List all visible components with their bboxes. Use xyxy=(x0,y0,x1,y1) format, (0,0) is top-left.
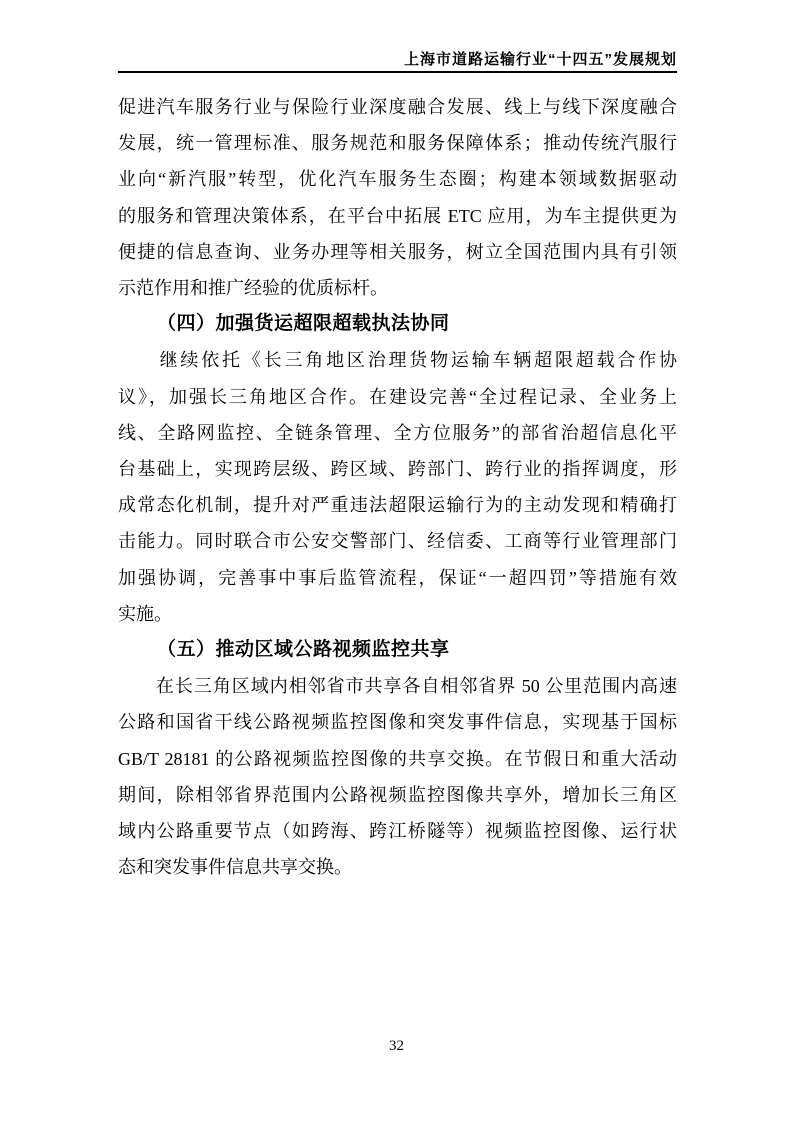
text-line: 在长三角区域内相邻省市共享各自相邻省界 50 公里范围内高速 xyxy=(118,676,677,697)
text-line: 态和突发事件信息共享交换。 xyxy=(118,857,352,878)
text-line: 击能力。同时联合市公安交警部门、经信委、工商等行业管理部门 xyxy=(118,531,677,552)
text-line: 台基础上，实现跨层级、跨区域、跨部门、跨行业的指挥调度，形 xyxy=(118,459,677,480)
document-body xyxy=(118,89,677,885)
text-line: 业向“新汽服”转型，优化汽车服务生态圈；构建本领域数据驱动 xyxy=(118,169,677,190)
text-line: 便捷的信息查询、业务办理等相关服务，树立全国范围内具有引领 xyxy=(118,241,677,262)
text-line: 实施。 xyxy=(118,603,172,624)
text-line: 示范作用和推广经验的优质标杆。 xyxy=(118,278,388,299)
text-line: 议》，加强长三角地区合作。在建设完善“全过程记录、全业务上 xyxy=(118,386,677,407)
text-line: 域内公路重要节点（如跨海、跨江桥隧等）视频监控图像、运行状 xyxy=(118,821,677,842)
text-line: 的服务和管理决策体系，在平台中拓展 ETC 应用，为车主提供更为 xyxy=(118,205,677,226)
section-heading: （四）加强货运超限超载执法协同 xyxy=(157,313,450,335)
header-rule xyxy=(118,71,677,73)
text-line: 线、全路网监控、全链条管理、全方位服务”的部省治超信息化平 xyxy=(118,422,677,443)
text-line: 加强协调，完善事中事后监管流程，保证“一超四罚”等措施有效 xyxy=(118,567,677,588)
section-heading: （五）推动区域公路视频监控共享 xyxy=(157,639,450,661)
text-line: 发展，统一管理标准、服务规范和服务保障体系；推动传统汽服行 xyxy=(118,133,677,154)
page-footer xyxy=(0,1036,793,1056)
text-line: GB/T 28181 的公路视频监控图像的共享交换。在节假日和重大活动 xyxy=(118,748,677,769)
page-header xyxy=(118,50,677,73)
text-line: 公路和国省干线公路视频监控图像和突发事件信息，实现基于国标 xyxy=(118,712,677,733)
text-line: 促进汽车服务行业与保险行业深度融合发展、线上与线下深度融合 xyxy=(118,97,677,117)
text-line: 期间，除相邻省界范围内公路视频监控图像共享外，增加长三角区 xyxy=(118,784,677,805)
text-line: 成常态化机制，提升对严重违法超限运输行为的主动发现和精确打 xyxy=(118,495,677,516)
text-line: 继续依托《长三角地区治理货物运输车辆超限超载合作协 xyxy=(118,350,677,371)
header-running-title: 上海市道路运输行业“十四五”发展规划 xyxy=(403,51,677,68)
page-number: 32 xyxy=(389,1038,404,1054)
